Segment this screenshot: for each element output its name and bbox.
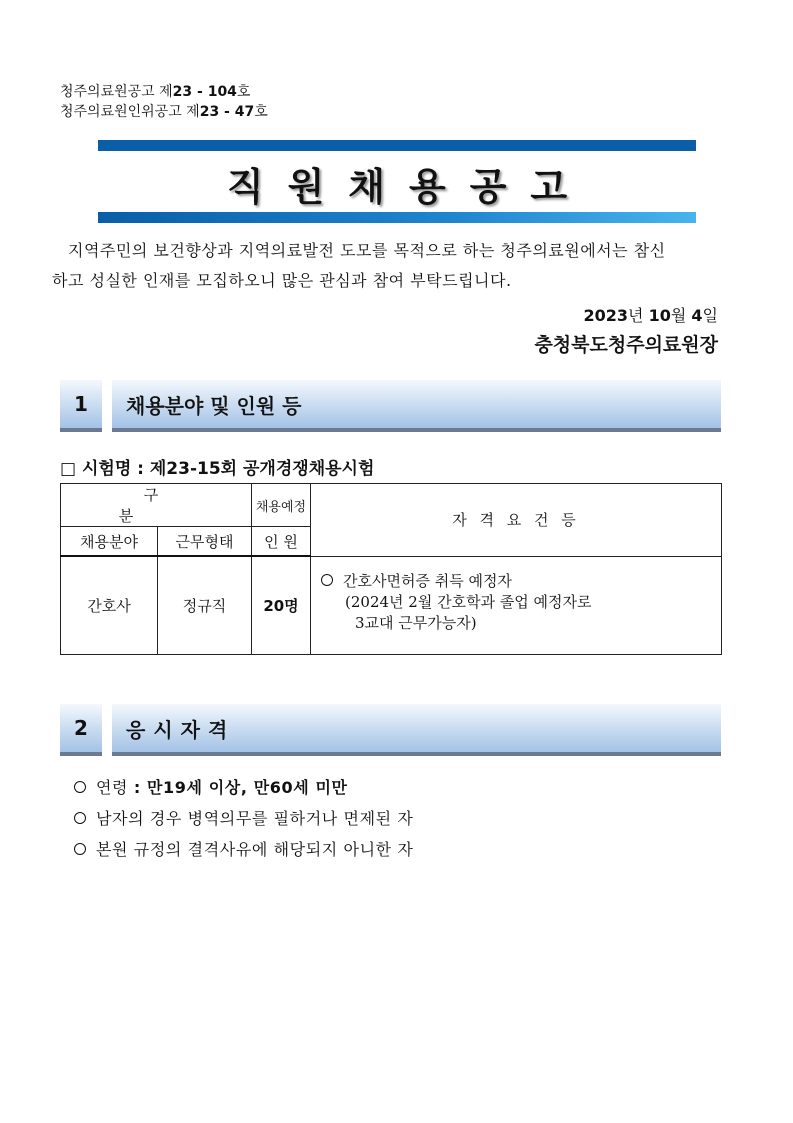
- date-month-unit: 월: [670, 306, 687, 325]
- notice-number-1-value: 23 - 104: [172, 84, 237, 100]
- section-1-title: 채용분야 및 인원 등: [112, 380, 721, 432]
- cell-qualification: [311, 556, 722, 654]
- cell-count: [252, 556, 311, 654]
- notice-number-2-value: 23 - 47: [199, 104, 255, 120]
- cell-field: 간호사: [61, 556, 158, 654]
- organization-name: 충청북도청주의료원장: [534, 334, 718, 356]
- table-row: [61, 556, 722, 654]
- circle-bullet-icon: [321, 574, 333, 586]
- eligibility-list: [74, 776, 413, 869]
- circle-bullet-icon: [74, 781, 86, 793]
- intro-line-2: 하고 성실한 인재를 모집하오니 많은 관심과 참여 부탁드립니다.: [52, 271, 512, 290]
- table-header-group-label: 구분: [118, 486, 219, 525]
- date-month: 10: [648, 306, 671, 325]
- age-label: 연령: [96, 778, 129, 797]
- table-header-qualification: 자 격 요 건 등: [311, 484, 722, 557]
- intro-paragraph: [52, 236, 742, 296]
- qual-line-2: (2024년 2월 간호학과 졸업 예정자로: [345, 592, 592, 611]
- circle-bullet-icon: [74, 843, 86, 855]
- cell-count-value: 20명: [263, 596, 299, 615]
- date-year-unit: 년: [628, 306, 644, 325]
- qual-line-3: 3교대 근무가능자): [355, 613, 477, 632]
- date-day: 4: [691, 306, 703, 325]
- intro-line-1: 지역주민의 보건향상과 지역의료발전 도모를 목적으로 하는 청주의료원에서는 참신: [68, 241, 666, 260]
- qual-line-1: [321, 571, 711, 592]
- page-title: 직원채용공고: [226, 165, 592, 209]
- table-header-count-top: 채용예정: [252, 484, 311, 527]
- table-header-count-bottom: 인 원: [252, 527, 311, 557]
- section-2-number: 2: [60, 704, 102, 756]
- notice-number-1: [60, 82, 250, 102]
- section-1-number: 1: [60, 380, 102, 432]
- exam-name: □ 시험명 : 제23-15회 공개경쟁채용시험: [60, 459, 375, 479]
- notice-number-1-suffix: 호: [236, 84, 251, 100]
- date-day-unit: 일: [702, 306, 718, 325]
- table-header-field: 채용분야: [61, 527, 158, 557]
- disqualification-condition: 본원 규정의 결격사유에 해당되지 아니한 자: [96, 840, 414, 859]
- section-2-title: [112, 704, 721, 756]
- list-item: [74, 807, 413, 838]
- cell-type: 정규직: [158, 556, 252, 654]
- age-value: : 만19세 이상, 만60세 미만: [133, 778, 348, 797]
- date-year: 2023: [583, 306, 628, 325]
- military-condition: 남자의 경우 병역의무를 필하거나 면제된 자: [96, 809, 414, 828]
- notice-number-2-suffix: 호: [254, 104, 268, 120]
- notice-number-1-prefix: 청주의료원공고 제: [60, 84, 173, 100]
- table-header-type: 근무형태: [158, 527, 252, 557]
- recruitment-table: [60, 483, 722, 655]
- notice-number-2-prefix: 청주의료원인위공고 제: [60, 104, 200, 120]
- section-2-title-text: 응시자격: [126, 717, 236, 742]
- title-bottom-bar: [98, 212, 696, 223]
- qual-line-1-text: 간호사면허증 취득 예정자: [343, 571, 512, 590]
- notice-number-2: [60, 102, 268, 122]
- list-item: [74, 838, 413, 869]
- title-top-bar: [98, 140, 696, 151]
- notice-date: [583, 303, 718, 326]
- table-header-group: [61, 484, 252, 527]
- list-item: [74, 776, 413, 807]
- circle-bullet-icon: [74, 812, 86, 824]
